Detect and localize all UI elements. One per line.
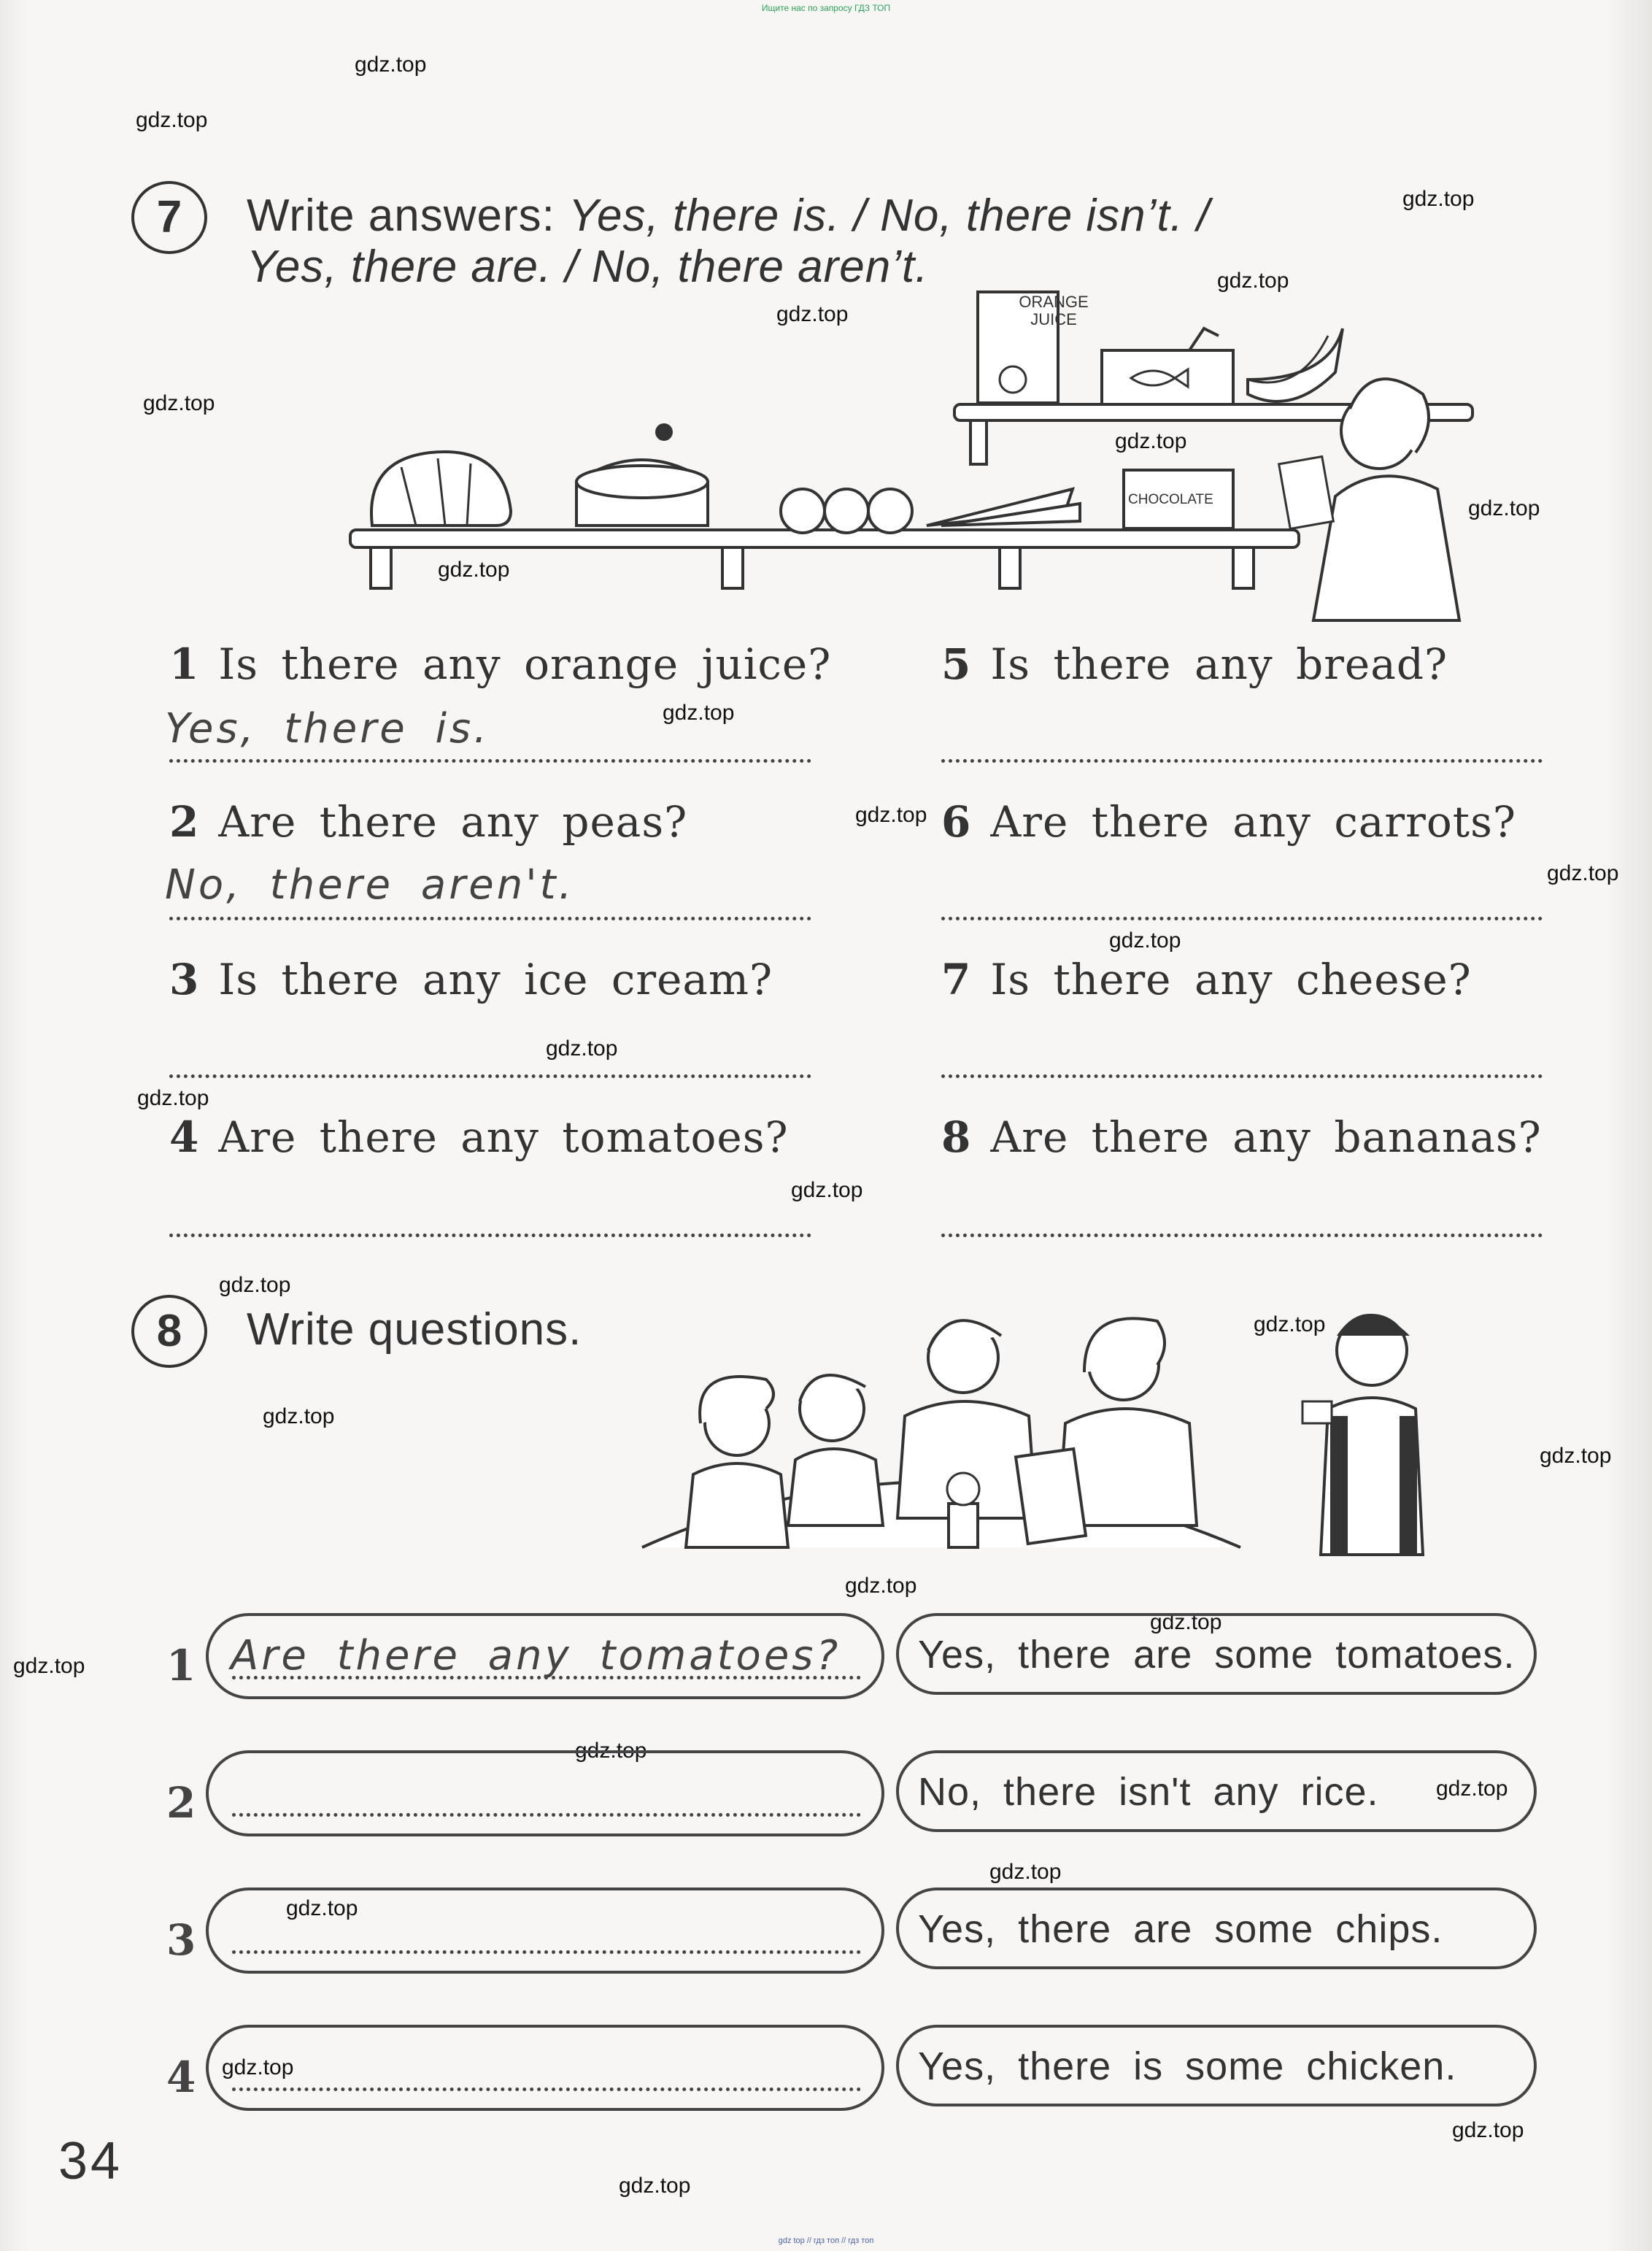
shelf-illustration [343,277,1481,628]
watermark: gdz.top [619,2174,691,2198]
watermark: gdz.top [136,108,208,132]
watermark: gdz.top [286,1896,358,1920]
watermark: gdz.top [1150,1610,1222,1634]
question-text: Is there any bread? [990,639,1448,689]
watermark: gdz.top [989,1860,1062,1884]
watermark: gdz.top [663,701,735,725]
question-text: Is there any ice cream? [218,955,773,1004]
answer-text-2: No, there isn't any rice. [918,1770,1379,1814]
answer-2-handwritten: No, there aren't. [165,861,575,909]
answer-line-1[interactable] [169,759,811,763]
question-line-3[interactable] [232,1950,861,1954]
watermark: gdz.top [1217,269,1289,293]
answer-text-4: Yes, there is some chicken. [918,2044,1457,2088]
answer-line-4[interactable] [169,1234,811,1237]
row-number: 1 [166,1641,196,1690]
watermark: gdz.top [222,2055,294,2079]
answer-line-2[interactable] [169,917,811,920]
question-number: 6 [941,797,972,847]
question-number: 5 [941,639,972,689]
exercise-8-number: 8 [131,1295,207,1368]
answer-line-8[interactable] [941,1234,1543,1237]
watermark: gdz.top [1254,1312,1326,1336]
watermark: gdz.top [1540,1444,1612,1468]
watermark: gdz.top [1468,496,1540,520]
watermark: gdz.top [137,1086,209,1110]
answer-text-3: Yes, there are some chips. [918,1907,1443,1951]
answer-line-7[interactable] [941,1074,1543,1078]
question-line-4[interactable] [232,2088,861,2091]
question-5 [941,639,1448,689]
watermark: gdz.top [776,302,849,326]
restaurant-illustration [628,1285,1474,1591]
question-text: Are there any peas? [218,797,688,847]
watermark: gdz.top [1452,2118,1524,2142]
page-number: 34 [58,2132,123,2190]
watermark: gdz.top [143,391,215,415]
question-bubble-3[interactable] [206,1888,884,1974]
exercise-7-number: 7 [131,181,207,254]
question-line-2[interactable] [232,1813,861,1817]
exercise-8-title: Write questions. [247,1304,582,1355]
question-2 [169,797,687,847]
answer-1-handwritten: Yes, there is. [165,705,490,753]
question-1 [169,639,831,689]
exercise-7-title-italic-1: Yes, there is. / No, there isn’t. / [568,191,1211,241]
question-number: 8 [941,1112,972,1162]
question-text: Are there any carrots? [990,797,1516,847]
question-number: 2 [169,797,200,847]
question-number: 7 [941,955,972,1004]
exercise-7-title-line1 [247,190,1210,242]
question-text: Is there any cheese? [990,955,1472,1004]
answer-text-1: Yes, there are some tomatoes. [918,1633,1516,1677]
watermark: gdz.top [355,53,427,77]
row-number: 2 [166,1778,196,1828]
question-8 [941,1112,1542,1162]
header-note: Ищите нас по запросу ГДЗ ТОП [761,3,891,13]
watermark: gdz.top [1402,187,1475,211]
question-number: 3 [169,955,200,1004]
watermark: gdz.top [1115,429,1187,453]
question-bubble-2[interactable] [206,1750,884,1836]
question-3 [169,955,773,1004]
question-text: Are there any tomatoes? [218,1112,789,1162]
watermark: gdz.top [13,1654,85,1678]
watermark: gdz.top [438,558,510,582]
watermark: gdz.top [855,803,927,827]
footer-note: gdz top // гдз топ // гдз топ [778,2236,874,2245]
exercise-7-title-plain: Write answers: [247,191,569,241]
answer-line-6[interactable] [941,917,1543,920]
row-number: 3 [166,1915,196,1965]
watermark: gdz.top [791,1178,863,1202]
question-1-handwritten: Are there any tomatoes? [231,1632,841,1679]
question-text: Are there any bananas? [990,1112,1542,1162]
watermark: gdz.top [1436,1777,1508,1801]
answer-line-3[interactable] [169,1074,811,1078]
question-4 [169,1112,789,1162]
question-text: Is there any orange juice? [218,639,832,689]
chocolate-label: CHOCOLATE [1128,492,1213,507]
question-line-1[interactable] [232,1676,861,1679]
exercise-7-title-italic-2: Yes, there are. / No, there aren’t. [247,242,929,292]
question-7 [941,955,1472,1004]
watermark: gdz.top [263,1404,335,1428]
question-number: 1 [169,639,200,689]
orange-juice-label: ORANGE JUICE [1019,293,1089,328]
watermark: gdz.top [1547,861,1619,885]
watermark: gdz.top [1109,928,1181,953]
watermark: gdz.top [219,1273,291,1297]
watermark: gdz.top [575,1739,647,1763]
question-bubble-4[interactable] [206,2025,884,2111]
answer-line-5[interactable] [941,759,1543,763]
question-6 [941,797,1516,847]
question-number: 4 [169,1112,200,1162]
watermark: gdz.top [845,1574,917,1598]
watermark: gdz.top [546,1036,618,1061]
row-number: 4 [166,2052,196,2102]
